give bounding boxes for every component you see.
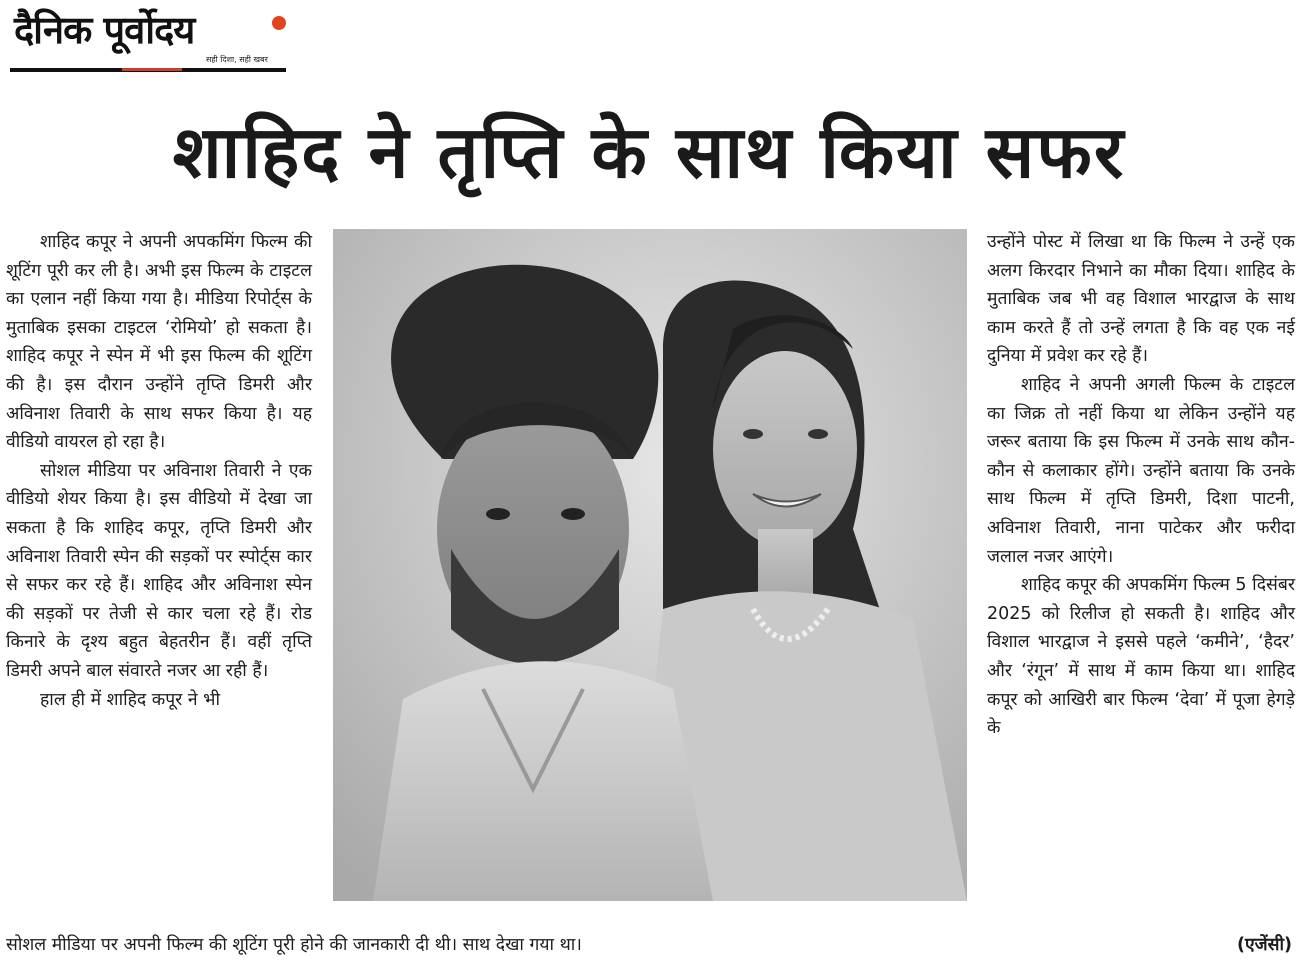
paragraph: सोशल मीडिया पर अविनाश तिवारी ने एक वीडियो शेयर किया है। इस वीडियो में देखा जा सकता है कि शाहिद कपूर, तृप्ति डिमरी और अविनाश तिवारी स्पेन की सड़कों पर स्पोर्ट्स कार से सफर कर रहे हैं। शाहिद और अविनाश स्पेन की सड़कों पर तेजी से कार चला रहे हैं। रोड किनारे के दृश्य बहुत बेहतरीन हैं। वहीं तृप्ति डिमरी अपने बाल संवारते नजर आ रही हैं। — [6, 460, 312, 681]
article-photo — [333, 229, 967, 901]
newspaper-logo: दैनिक पूर्वोदय — [14, 7, 195, 52]
masthead-rule-accent — [122, 68, 182, 71]
paragraph: हाल ही में शाहिद कपूर ने भी — [40, 689, 220, 710]
left-column — [6, 228, 312, 714]
paragraph: शाहिद ने अपनी अगली फिल्म के टाइटल का जिक्र तो नहीं किया था लेकिन उन्होंने यह जरूर बताया कि इस फिल्म में उनके साथ कौन-कौन से कलाकार होंगे। उन्होंने बताया कि उनके साथ फिल्म में तृप्ति डिमरी, दिशा पाटनी, अविनाश तिवारी, नाना पाटेकर और फरीदा जलाल नजर आएंगे। — [987, 374, 1295, 567]
logo-sun-icon — [272, 16, 286, 30]
photo-illustration — [333, 229, 967, 901]
paragraph: शाहिद कपूर की अपकमिंग फिल्म 5 दिसंबर 2025 को रिलीज हो सकती है। शाहिद और विशाल भारद्वाज ने इससे पहले ‘कमीने’, ‘हैदर’ और ‘रंगून’ में साथ में काम किया था। शाहिद कपूर को आखिरी बार फिल्म ‘देवा’ में पूजा हेगड़े के — [987, 575, 1295, 739]
paragraph: उन्होंने पोस्ट में लिखा था कि फिल्म ने उन्हें एक अलग किरदार निभाने का मौका दिया। शाहिद के मुताबिक जब भी वह विशाल भारद्वाज के साथ काम करते हैं तो उन्हें लगता है कि वह एक नई दुनिया में प्रवेश कर रहे हैं। — [987, 232, 1295, 367]
bottom-line: सोशल मीडिया पर अपनी फिल्म की शूटिंग पूरी होने की जानकारी दी थी। साथ देखा गया था। — [6, 935, 582, 955]
right-column — [987, 228, 1295, 743]
logo-tagline: सही दिशा, सही खबर — [206, 55, 268, 64]
article-headline: शाहिद ने तृप्ति के साथ किया सफर — [172, 109, 1126, 194]
paragraph: शाहिद कपूर ने अपनी अपकमिंग फिल्म की शूटिंग पूरी कर ली है। अभी इस फिल्म के टाइटल का एलान नहीं किया गया है। मीडिया रिपोर्ट्स के मुताबिक इसका टाइटल ‘रोमियो’ हो सकता है। शाहिद कपूर ने स्पेन में भी इस फिल्म की शूटिंग की है। इस दौरान उन्होंने तृप्ति डिमरी और अविनाश तिवारी के साथ सफर किया है। यह वीडियो वायरल हो रहा है। — [6, 232, 312, 453]
agency-credit: (एजेंसी) — [1236, 935, 1292, 955]
masthead — [10, 6, 286, 72]
